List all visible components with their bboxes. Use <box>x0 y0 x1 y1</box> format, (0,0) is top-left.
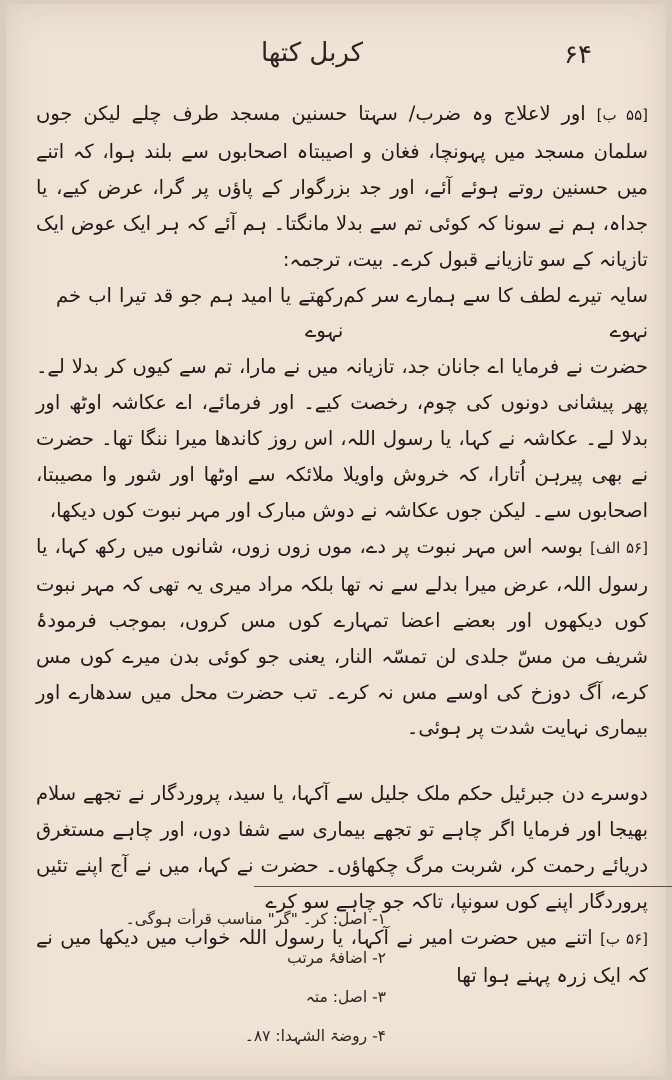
footnote-4: ۴- روضۃ الشہدا: ۸۷۔ <box>244 1027 386 1045</box>
paragraph-4 <box>36 776 648 920</box>
paragraph-text: اور لاعلاج وہ ضرب/ سہتا حسنین مسجد طرف چلے لیکن جوں سلمان مسجد میں پہونچا، فغان و اصیبتاہ اصحابوں سے بلند ہوا، کہ اتنے میں حسنین روتے ہوئے آئے، اور جد بزرگوار کے پاؤں پر گرا، عرض کیے، یا جداہ، ہم نے سونا کہ کوئی تم سے بدلا مانگتا۔ ہم آئے کہ ہر ایک عوض ایک تازیانہ کے سو تازیانے قبول کرے۔ بیت، ترجمہ: <box>36 102 648 271</box>
footnotes <box>36 900 636 1056</box>
paragraph-text: دوسرے دن جبرئیل حکم ملک جلیل سے آکہا، یا سید، پروردگار نے تجھے سلام بھیجا اور فرمایا اگر چاہے تو تجھے بیماری سے شفا دوں، اور چاہے مستغرق دریائے رحمت کر، شربت مرگ چکھاؤں۔ حضرت نے کہا، میں نے آج اپنے تئیں پروردگار اپنے کوں سونپا، تاکہ جو چاہے سو کرے <box>36 782 648 914</box>
folio-marker: [۵۶ الف] <box>590 538 648 557</box>
folio-marker: [۵۶ ب] <box>600 929 648 948</box>
paragraph-text: اتنے میں حضرت امیر نے آکہا، یا رسول اللہ خواب میں دیکھا میں نے کہ ایک زرہ پہنے ہوا تھا <box>36 925 648 987</box>
page-number: ۶۴ <box>564 40 592 70</box>
verse-couplet <box>36 278 648 350</box>
footnote-divider <box>254 886 672 887</box>
footnote-3: ۳- اصل: متہ <box>305 988 386 1006</box>
main-text <box>36 96 648 994</box>
paragraph-2 <box>36 349 648 529</box>
verse-hemistich-right: سایہ تیرے لطف کا سے ہمارے سر کم نہوے <box>343 283 648 343</box>
folio-marker: [۵۵ ب] <box>596 106 649 124</box>
paragraph-3 <box>36 529 648 746</box>
page-header <box>6 34 666 74</box>
verse-hemistich-left: رکھتے یا امید ہم جو قد تیرا اب خم نہوے <box>56 283 344 343</box>
paragraph-1 <box>36 96 648 278</box>
paragraph-text: بوسہ اس مہر نبوت پر دے، موں زوں زوں، شانوں میں رکھ کہا، یا رسول اللہ، عرض میرا بدلے سے نہ تھا بلکہ مراد میری یہ تھی کہ مہر نبوت کوں دیکھوں اور بعضے اعضا تمہارے کوں مس کروں، بموجب فرمودۂ شریف من مسّ جلدی لن تمسّہ النار، یعنی جو کوئی بدن میرے کوں مس کرے، آگ دوزخ کی اوسے مس نہ کرے۔ تب حضرت محل میں سدھارے اور بیماری نہایت شدت پر ہوئی۔ <box>36 534 648 740</box>
running-title: کربل کتھا <box>261 38 364 68</box>
book-page <box>6 4 666 1076</box>
footnote-1: ۱- اصل: کر۔ "گر" مناسب قرأت ہوگی۔ <box>125 910 386 928</box>
footnote-2: ۲- اضافۂ مرتب <box>287 949 386 967</box>
paragraph-text: حضرت نے فرمایا اے جانان جد، تازیانہ میں نے مارا، تم سے کیوں کر بدلا لے۔ پھر پیشانی دونوں کی چوم، رخصت کیے۔ اور فرمائے، اے عکاشہ اوٹھ اور بدلا لے۔ عکاشہ نے کہا، یا رسول اللہ، اس روز کاندھا میرا ننگا تھا۔ حضرت نے بھی پیرہن اُتارا، کہ خروش واویلا ملائکہ سے اوٹھا اور شور وا مصیبتا، اصحابوں سے۔ لیکن جوں عکاشہ نے دوش مبارک اور مہر نبوت کوں دیکھا، <box>36 355 648 522</box>
